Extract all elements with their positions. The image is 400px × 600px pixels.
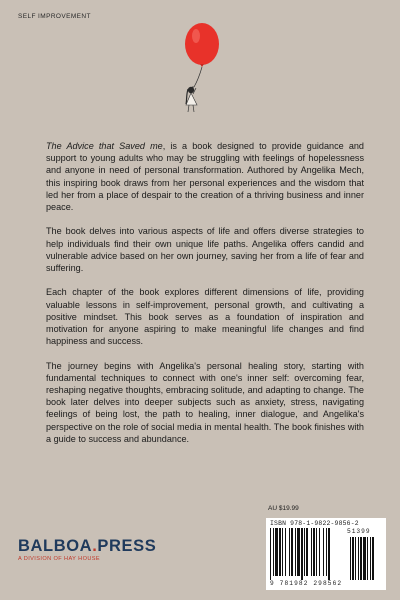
barcode-bar (323, 528, 324, 576)
blurb-paragraph-3: Each chapter of the book explores different dimensions of life, providing valuable lessons in self-improvement, personal growth, and cultivating a positive mindset. This book serves as a foundation of inspiration and motivation for anyone aspiring to make meaningful life changes and find happiness and success. (46, 287, 364, 347)
barcode-bar (316, 528, 317, 576)
barcode-bar (295, 528, 296, 576)
barcode-addon-bar (363, 537, 366, 580)
isbn-text: ISBN 978-1-9822-9856-2 (270, 520, 359, 527)
barcode-addon-bar (355, 537, 356, 580)
barcode-bar (297, 528, 300, 576)
publisher-logo: BALBOA.PRESS A DIVISION OF HAY HOUSE (18, 537, 157, 562)
barcode-icon (268, 528, 384, 580)
girl-figure-icon (186, 87, 197, 112)
book-title: The Advice that Saved me (46, 141, 163, 151)
barcode-bar (326, 528, 327, 576)
barcode-bar (328, 528, 330, 580)
barcode-addon-bar (352, 537, 354, 580)
barcode-bar (311, 528, 312, 576)
barcode-bar (291, 528, 293, 576)
barcode-bar (273, 528, 274, 576)
barcode-bar (289, 528, 290, 576)
red-balloon-icon (185, 23, 219, 65)
publisher-tagline: A DIVISION OF HAY HOUSE (18, 556, 101, 562)
barcode-addon-bar (367, 537, 368, 580)
barcode-addon-bar (372, 537, 374, 580)
barcode-addon-bar (360, 537, 362, 580)
barcode-addon-bar (370, 537, 371, 580)
barcode-bar (270, 528, 271, 580)
blurb-paragraph-1: The Advice that Saved me, is a book designed to provide guidance and support to young adults who may be struggling with feelings of hopelessness and anyone in need of personal transformation. Authored by Angelika Mech, this inspiring book draws from her personal experiences and the wisdom that led her from a place of despair to the creation of a thriving business and inner peace. (46, 141, 364, 213)
barcode-bar (306, 528, 308, 576)
balloon-girl-illustration (170, 14, 230, 114)
barcode-addon-bar (350, 537, 351, 580)
barcode-bar (304, 528, 305, 576)
barcode-bar (285, 528, 286, 576)
barcode-bar (319, 528, 320, 576)
blurb-paragraph-2: The book delves into various aspects of life and offers diverse strategies to help individuals find their own unique life paths. Angelika offers candid and vulnerable advice based on her own journey, saving her from a life of fear and suffering. (46, 226, 364, 274)
blurb-paragraph-4: The journey begins with Angelika's personal healing story, starting with fundamental techniques to connect with one's inner self: overcoming fear, reshaping negative thoughts, embracing solitude, and adapting to change. The book later delves into deeper subjects such as anxiety, stress, navigating feelings of being lost, the path to healing, inner dialogue, and Angelika's perspective on the role of social media in mental health. The book finishes with a guide to success and abundance. (46, 360, 364, 444)
barcode-addon-bar (358, 537, 359, 580)
price-label: AU $19.99 (268, 505, 299, 512)
barcode-bar (282, 528, 283, 576)
barcode-addon-digits: 51399 (347, 528, 371, 535)
back-cover-blurb (46, 140, 364, 457)
barcode-bar (279, 528, 281, 576)
barcode-bar (313, 528, 315, 576)
barcode-bar (301, 528, 303, 580)
barcode-number: 9 781982 298562 (270, 580, 343, 587)
barcode-bar (275, 528, 278, 576)
barcode-block (266, 518, 386, 590)
category-label: SELF IMPROVEMENT (18, 13, 91, 20)
